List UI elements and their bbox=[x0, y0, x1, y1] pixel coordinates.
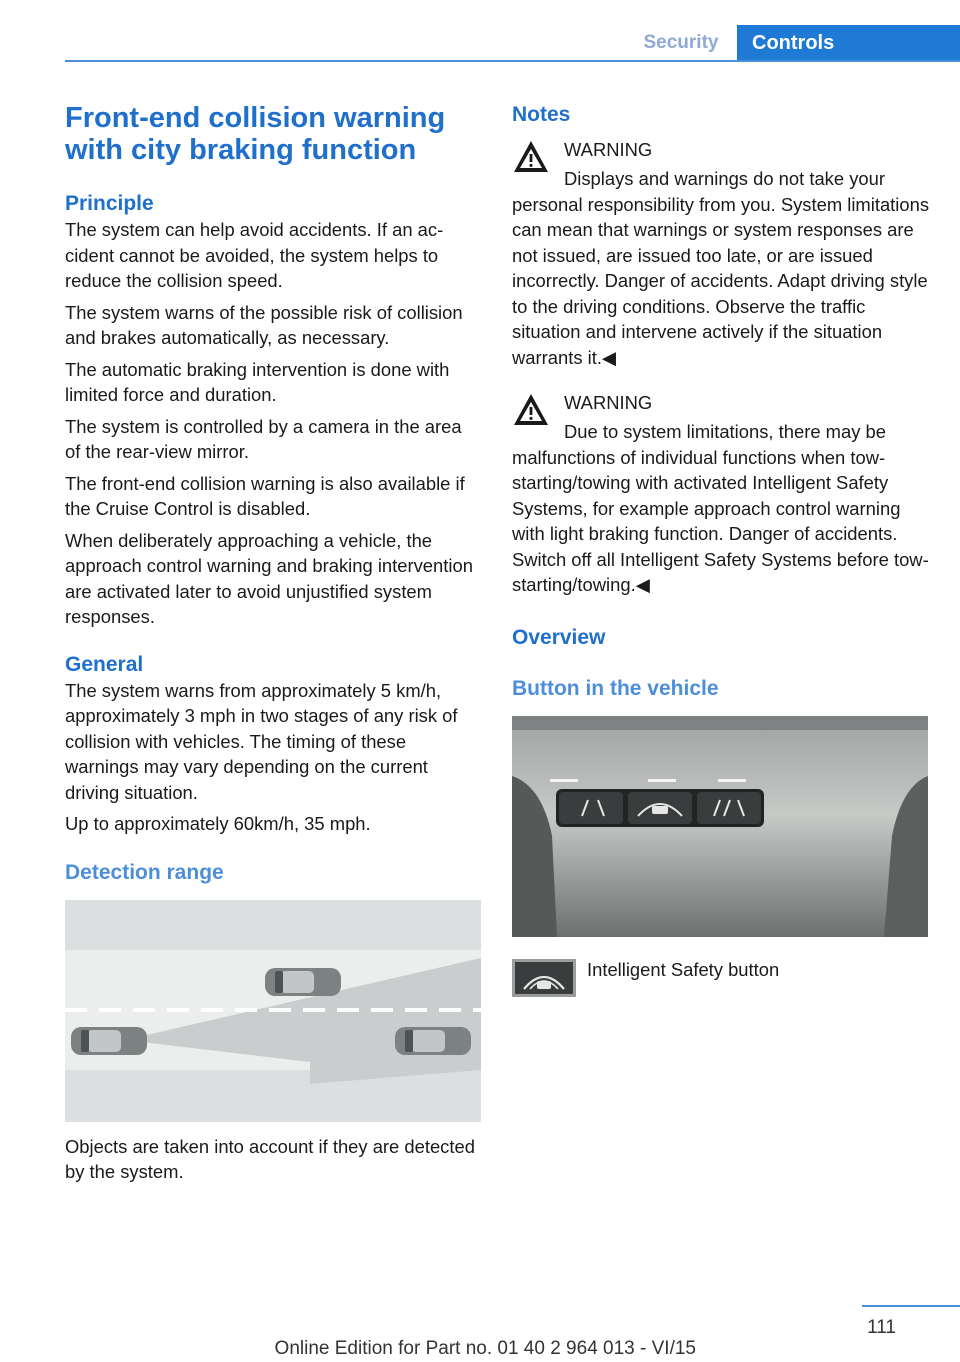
warning-triangle-icon bbox=[512, 138, 550, 176]
edition-label: Online Edition for Part no. 01 40 2 964 013 - VI/15 bbox=[274, 1338, 696, 1359]
general-heading: General bbox=[65, 652, 144, 676]
header-section-label: Security bbox=[643, 32, 719, 53]
right-column bbox=[512, 102, 930, 1001]
car-icon bbox=[71, 1027, 147, 1055]
warning-block bbox=[512, 134, 930, 370]
principle-paragraph: The system is controlled by a camera in the area of the rear-view mirror. bbox=[65, 415, 462, 462]
warning-title: WARNING bbox=[564, 139, 653, 160]
warning-title: WARNING bbox=[564, 392, 653, 413]
intelligent-safety-button-label: Intelligent Safety button bbox=[587, 958, 780, 980]
overview-heading: Overview bbox=[512, 625, 606, 649]
legend-row bbox=[512, 957, 930, 1001]
principle-paragraph: The front-end collision warning is also available if the Cruise Control is disabled. bbox=[65, 472, 465, 519]
general-paragraph: Up to approximately 60km/h, 35 mph. bbox=[65, 813, 371, 834]
warning-block bbox=[512, 387, 930, 598]
notes-heading: Notes bbox=[512, 103, 571, 126]
vehicle-button-photo bbox=[512, 716, 928, 937]
warning-text: Displays and warnings do not take your personal responsibility from you. System limitations can mean that warnings or system responses are not issued, are issued too late, or are issued incorrectly. Danger of accidents. Adapt driving style to the driving conditions. Observe the traffic situation and intervene actively if the situation warrants it.◀ bbox=[512, 168, 930, 368]
header-rule bbox=[65, 60, 960, 62]
intelligent-safety-icon bbox=[512, 959, 576, 997]
car-icon bbox=[265, 968, 341, 996]
button-in-vehicle-heading: Button in the vehicle bbox=[512, 676, 719, 700]
warning-text: Due to system limitations, there may be malfunctions of individual functions when tow-starting/towing with activated Intelligent Safety Systems, for example approach control warning with light braking function. Danger of accidents. Switch off all Intelligent Safety Systems before tow-starting/towing.◀ bbox=[512, 421, 929, 595]
footer-rule bbox=[862, 1305, 960, 1307]
header-chapter-tab: Controls bbox=[737, 25, 960, 61]
page-number: 111 bbox=[867, 1317, 896, 1338]
page-title: Front-end collision warning with city braking function bbox=[65, 102, 446, 166]
detection-range-caption: Objects are taken into account if they are detected by the system. bbox=[65, 1135, 475, 1182]
detection-range-illustration bbox=[65, 900, 481, 1122]
warning-triangle-icon bbox=[512, 391, 550, 429]
principle-heading: Principle bbox=[65, 192, 154, 215]
left-column bbox=[65, 102, 481, 1185]
detection-range-heading: Detection range bbox=[65, 860, 224, 884]
principle-paragraph: When deliberately approaching a vehicle, the approach control warning and braking intervention are activated later to avoid unjustified system responses. bbox=[65, 529, 473, 627]
general-paragraph: The system warns from approximately 5 km/h, approximately 3 mph in two stages of any risk of collision with vehicles. The timing of these warnings may vary depending on the current driving situation. bbox=[65, 679, 458, 803]
principle-paragraph: The system warns of the possible risk of collision and brakes automatically, as necessary. bbox=[65, 301, 463, 348]
principle-paragraph: The system can help avoid accidents. If an accident cannot be avoided, the system helps to reduce the collision speed. bbox=[65, 219, 444, 291]
car-icon bbox=[395, 1027, 471, 1055]
principle-paragraph: The automatic braking intervention is done with limited force and duration. bbox=[65, 358, 450, 405]
